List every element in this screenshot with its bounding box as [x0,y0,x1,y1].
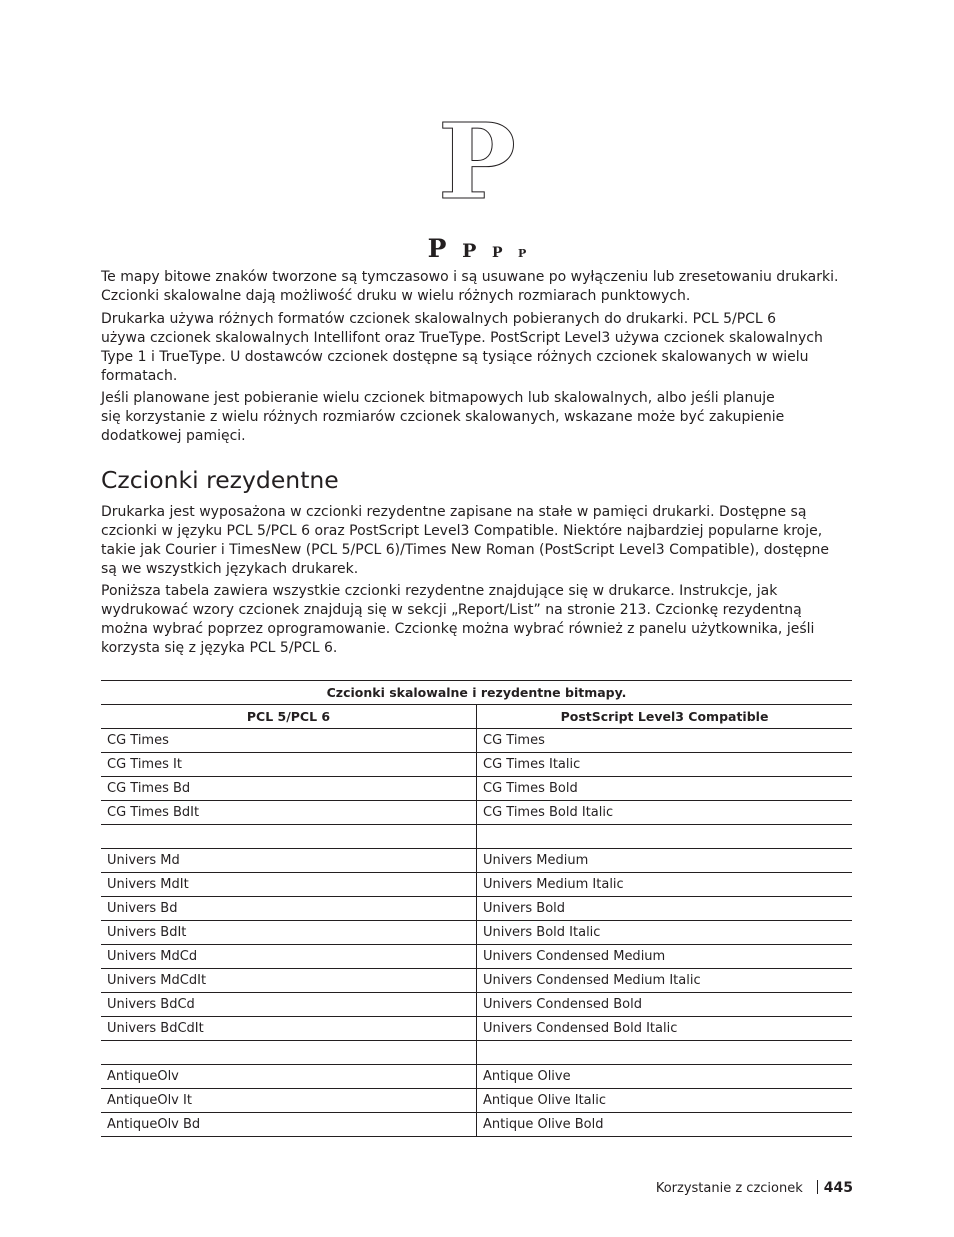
column-header-postscript: PostScript Level3 Compatible [477,705,853,729]
cell-pcl-font [101,1041,477,1065]
decorative-letter-p-sizes [0,234,954,264]
letter-p-small: P [491,245,503,261]
cell-postscript-font: Univers Medium Italic [477,873,853,897]
cell-pcl-font: CG Times [101,729,477,753]
cell-pcl-font: AntiqueOlv It [101,1089,477,1113]
letter-p-large: P [427,234,447,263]
table-row [101,1113,852,1137]
table-row [101,777,852,801]
table-row [101,1041,852,1065]
cell-postscript-font: CG Times Bold [477,777,853,801]
section-paragraph-1: Drukarka jest wyposażona w czcionki rezydentne zapisane na stałe w pamięci drukarki. Dostępne są czcionki w języku PCL 5/PCL 6 oraz PostScript Level3 Compatible. Niektóre najbardziej popularne kroje, takie jak Courier i TimesNew (PCL 5/PCL 6)/Times New Roman (PostScript Level3 Compatible), dostępne są we wszystkich językach drukarek. [101,504,829,577]
cell-pcl-font: Univers BdCdIt [101,1017,477,1041]
column-header-pcl: PCL 5/PCL 6 [101,705,477,729]
cell-postscript-font: Univers Condensed Medium Italic [477,969,853,993]
table-row [101,921,852,945]
cell-postscript-font: Antique Olive Bold [477,1113,853,1137]
cell-postscript-font [477,825,853,849]
cell-postscript-font: Univers Condensed Bold [477,993,853,1017]
table-row [101,825,852,849]
section-paragraph-2: Poniższa tabela zawiera wszystkie czcionki rezydentne znajdujące się w drukarce. Instrukcje, jak wydrukować wzory czcionek znajdują się w sekcji „Report/List” na stronie 213. Czcionkę rezydentną można wybrać poprzez oprogramowanie. Czcionkę można wybrać również z panelu użytkownika, jeśli korzysta się z języka PCL 5/PCL 6. [101,583,815,656]
cell-postscript-font: CG Times [477,729,853,753]
cell-postscript-font: Antique Olive [477,1065,853,1089]
table-body [101,729,852,1137]
table-row [101,849,852,873]
footer-section-name: Korzystanie z czcionek [655,1181,803,1196]
table-row [101,993,852,1017]
table-row [101,1089,852,1113]
table-row [101,897,852,921]
cell-pcl-font: Univers MdCd [101,945,477,969]
letter-p-smallest: P [518,247,527,260]
cell-pcl-font [101,825,477,849]
page-number: 445 [823,1180,853,1196]
intro-paragraph-3: Jeśli planowane jest pobieranie wielu czcionek bitmapowych lub skalowalnych, albo jeśli planuje się korzystanie z wielu różnych rozmiarów czcionek skalowanych, wskazane może być zakupienie dodatkowej pamięci. [101,390,785,444]
cell-postscript-font: CG Times Italic [477,753,853,777]
intro-paragraph-1: Te mapy bitowe znaków tworzone są tymczasowo i są usuwane po wyłączeniu lub zresetowaniu drukarki. Czcionki skalowalne dają możliwość druku w wielu różnych rozmiarach punktowych. [101,269,839,304]
cell-postscript-font: Antique Olive Italic [477,1089,853,1113]
cell-pcl-font: Univers Md [101,849,477,873]
cell-postscript-font: Univers Bold [477,897,853,921]
cell-pcl-font: Univers MdCdIt [101,969,477,993]
table-row [101,729,852,753]
table-row [101,753,852,777]
table-row [101,945,852,969]
cell-postscript-font [477,1041,853,1065]
decorative-letter-p-outline: P [437,100,517,223]
table-row [101,969,852,993]
cell-pcl-font: AntiqueOlv [101,1065,477,1089]
cell-postscript-font: Univers Condensed Bold Italic [477,1017,853,1041]
resident-fonts-table [101,680,852,1137]
cell-pcl-font: Univers Bd [101,897,477,921]
table-caption: Czcionki skalowalne i rezydentne bitmapy. [101,681,852,705]
cell-postscript-font: Univers Medium [477,849,853,873]
cell-pcl-font: Univers BdIt [101,921,477,945]
cell-pcl-font: Univers BdCd [101,993,477,1017]
cell-postscript-font: Univers Bold Italic [477,921,853,945]
section-heading: Czcionki rezydentne [101,466,339,494]
footer-separator [817,1180,818,1194]
table-row [101,1065,852,1089]
cell-pcl-font: Univers MdIt [101,873,477,897]
cell-postscript-font: Univers Condensed Medium [477,945,853,969]
cell-pcl-font: AntiqueOlv Bd [101,1113,477,1137]
cell-pcl-font: CG Times BdIt [101,801,477,825]
intro-paragraph-2: Drukarka używa różnych formatów czcionek skalowalnych pobieranych do drukarki. PCL 5/PCL 6 używa czcionek skalowalnych Intellifont oraz TrueType. PostScript Level3 używa czcionek skalowalnych Type 1 i TrueType. U dostawców czcionek dostępne są tysiące różnych czcionek skalowanych w wielu formatach. [101,311,823,384]
table-row [101,873,852,897]
cell-pcl-font: CG Times Bd [101,777,477,801]
table-row [101,1017,852,1041]
cell-postscript-font: CG Times Bold Italic [477,801,853,825]
page-footer [656,1178,853,1198]
table-row [101,801,852,825]
cell-pcl-font: CG Times It [101,753,477,777]
letter-p-medium: P [462,240,477,262]
